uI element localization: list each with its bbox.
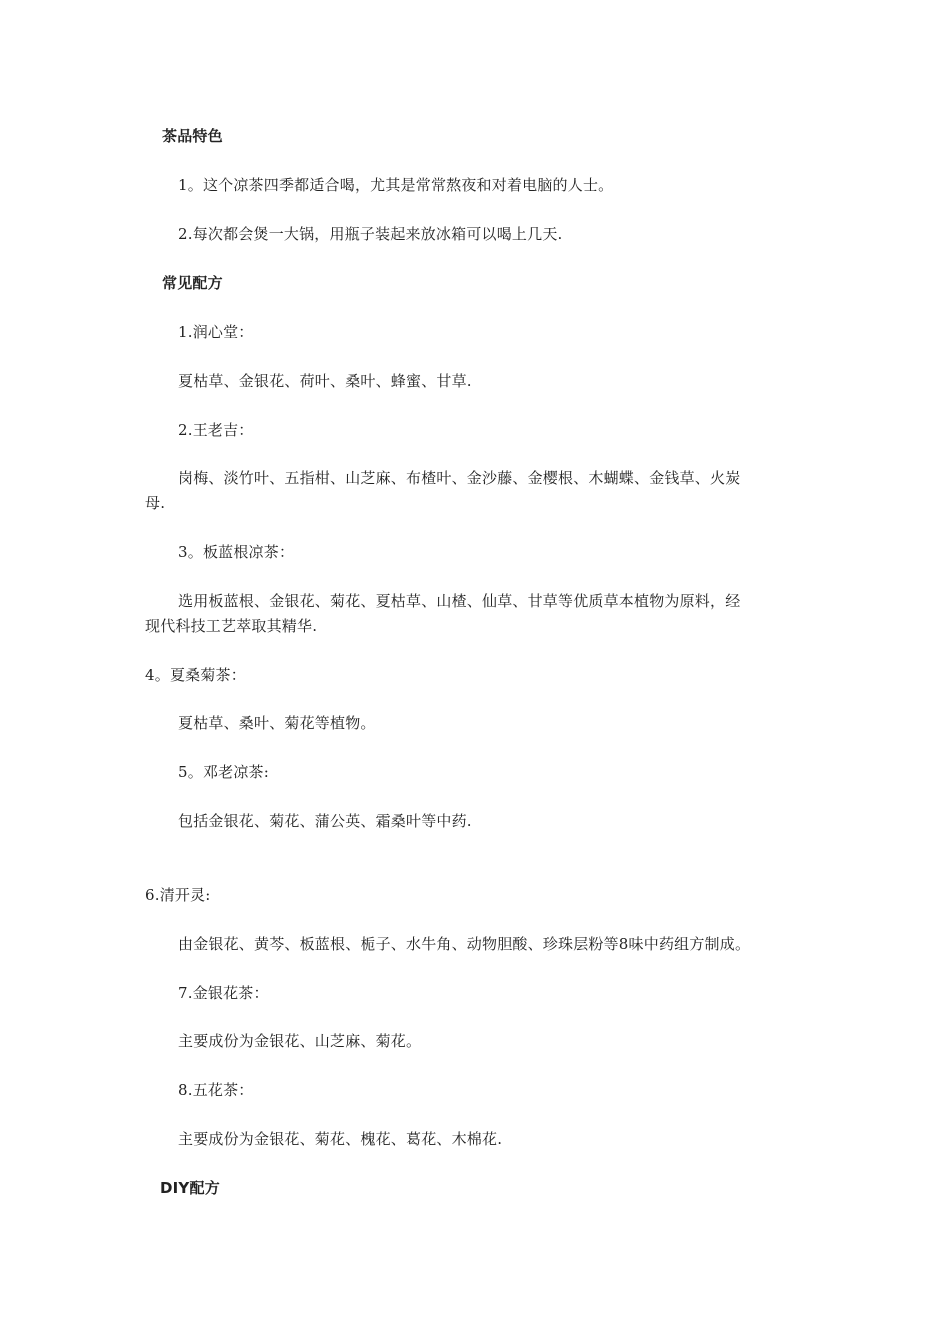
feature-item-2: 2.每次都会煲一大锅，用瓶子装起来放冰箱可以喝上几天. bbox=[178, 225, 563, 243]
recipe-title-6: 6.清开灵: bbox=[145, 886, 211, 904]
section-heading-diy: DIY配方 bbox=[160, 1179, 220, 1197]
recipe-content-3-line-2: 现代科技工艺萃取其精华. bbox=[145, 617, 318, 635]
recipe-content-6: 由金银花、黄芩、板蓝根、栀子、水牛角、动物胆酸、珍珠层粉等8味中药组方制成。 bbox=[178, 935, 751, 953]
recipe-content-2-line-2: 母. bbox=[145, 494, 166, 512]
recipe-title-8: 8.五花茶： bbox=[178, 1081, 254, 1099]
recipe-title-4: 4。夏桑菊茶： bbox=[145, 666, 246, 684]
recipe-title-5: 5。邓老凉茶: bbox=[178, 763, 269, 781]
recipe-content-2-line-1: 岗梅、淡竹叶、五指柑、山芝麻、布楂叶、金沙藤、金樱根、木蝴蝶、金钱草、火炭 bbox=[178, 469, 741, 487]
recipe-content-7: 主要成份为金银花、山芝麻、菊花。 bbox=[178, 1032, 422, 1050]
section-heading-recipes: 常见配方 bbox=[162, 274, 223, 292]
feature-item-1: 1。这个凉茶四季都适合喝，尤其是常常熬夜和对着电脑的人士。 bbox=[178, 176, 614, 194]
recipe-title-7: 7.金银花茶： bbox=[178, 984, 269, 1002]
recipe-content-3-line-1: 选用板蓝根、金银花、菊花、夏枯草、山楂、仙草、甘草等优质草本植物为原料，经 bbox=[178, 592, 741, 610]
recipe-content-5: 包括金银花、菊花、蒲公英、霜桑叶等中药. bbox=[178, 812, 472, 830]
recipe-title-2: 2.王老吉： bbox=[178, 421, 254, 439]
recipe-content-1: 夏枯草、金银花、荷叶、桑叶、蜂蜜、甘草. bbox=[178, 372, 472, 390]
recipe-content-4: 夏枯草、桑叶、菊花等植物。 bbox=[178, 714, 376, 732]
recipe-content-8: 主要成份为金银花、菊花、槐花、葛花、木棉花. bbox=[178, 1130, 503, 1148]
recipe-title-1: 1.润心堂： bbox=[178, 323, 254, 341]
section-heading-features: 茶品特色 bbox=[162, 127, 223, 145]
recipe-title-3: 3。板蓝根凉茶： bbox=[178, 543, 295, 561]
